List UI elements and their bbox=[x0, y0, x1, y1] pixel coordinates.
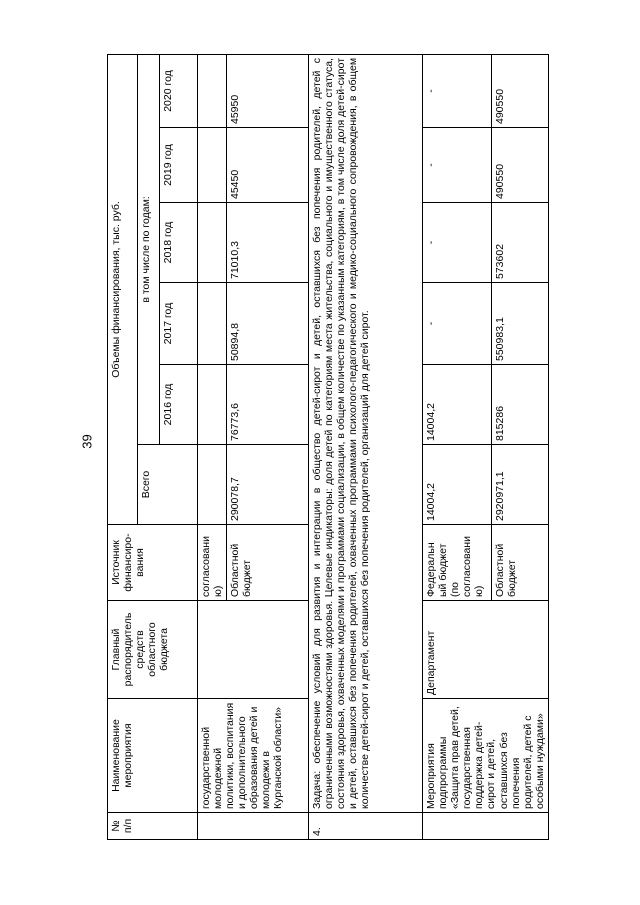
cell-total: 2920971,1 bbox=[491, 445, 548, 525]
task-text: Задача: обеспечение условий для развития и интеграции в общество детей-сирот и детей, оставшихся без попечения родителей, детей с ограниченными возможностями здоровья. Целевые индикаторы: доля детей по категориям места жительства, социального и имущественного статуса, состояния здоровья, охваченных моделями и программами социализации, в общем количестве по указанным категориям, в том числе доля детей-сирот и детей, оставшихся без попечения родителей, охваченных программами психолого-педагогического и медико-социального сопровождения, в общем количестве детей-сирот и детей, оставшихся без попечения родителей, организаций для детей сирот. bbox=[309, 54, 423, 812]
cell-year bbox=[198, 54, 227, 127]
cell-year: - bbox=[423, 203, 492, 283]
header-manager: Главный распорядитель средств областного бюджета bbox=[108, 601, 198, 699]
cell-year bbox=[198, 283, 227, 365]
header-year: 2017 год bbox=[160, 283, 198, 365]
page-number: 39 bbox=[79, 434, 95, 449]
cell-year: 45450 bbox=[227, 128, 309, 203]
cell-year: - bbox=[423, 54, 492, 127]
cell-year: 815286 bbox=[491, 365, 548, 445]
table-row bbox=[198, 54, 227, 839]
cell-year: - bbox=[423, 283, 492, 365]
header-num: № п/п bbox=[108, 813, 198, 840]
cell-year: 573602 bbox=[491, 203, 548, 283]
cell-year bbox=[198, 203, 227, 283]
cell-manager bbox=[198, 601, 309, 699]
cell-name: государственной молодежной политики, воспитания и дополнительного образования детей и молодежи в Курганской области» bbox=[198, 699, 309, 813]
header-row bbox=[108, 54, 138, 839]
cell-year bbox=[198, 365, 227, 445]
header-year: 2018 год bbox=[160, 203, 198, 283]
cell-year: 490550 bbox=[491, 54, 548, 127]
header-name: Наименование мероприятия bbox=[108, 699, 198, 813]
cell-year: 71010,3 bbox=[227, 203, 309, 283]
cell-year: 76773,6 bbox=[227, 365, 309, 445]
cell-name: Мероприятия подпрограммы «Защита прав детей, государственная поддержка детей-сирот и детей, оставшихся без попечения родителей, детей с особыми нуждами» bbox=[423, 699, 549, 813]
header-year: 2020 год bbox=[160, 54, 198, 127]
cell-num bbox=[198, 813, 309, 840]
rotated-page bbox=[107, 55, 546, 840]
cell-year: 50894,8 bbox=[227, 283, 309, 365]
cell-total: 290078,7 bbox=[227, 445, 309, 525]
cell-year: 45950 bbox=[227, 54, 309, 127]
cell-total bbox=[198, 445, 227, 525]
cell-total: 14004,2 bbox=[423, 445, 492, 525]
cell-year bbox=[198, 128, 227, 203]
cell-num bbox=[423, 813, 549, 840]
header-year: 2016 год bbox=[160, 365, 198, 445]
cell-year: 14004,2 bbox=[423, 365, 492, 445]
cell-source: Областной бюджет bbox=[227, 525, 309, 601]
header-total: Всего bbox=[138, 445, 198, 525]
header-by-years: в том числе по годам: bbox=[138, 54, 160, 444]
header-year: 2019 год bbox=[160, 128, 198, 203]
header-volume: Объемы финансирования, тыс. руб. bbox=[108, 54, 138, 524]
cell-source: согласовани ю) bbox=[198, 525, 227, 601]
task-num: 4. bbox=[309, 813, 423, 840]
cell-source: Федеральн ый бюджет (по согласовани ю) bbox=[423, 525, 492, 601]
table-row bbox=[423, 54, 492, 839]
cell-year: 490550 bbox=[491, 128, 548, 203]
cell-source: Областной бюджет bbox=[491, 525, 548, 601]
header-source: Источник финансиро-вания bbox=[108, 525, 198, 601]
cell-year: - bbox=[423, 128, 492, 203]
cell-manager: Департамент bbox=[423, 601, 549, 699]
financing-table bbox=[107, 54, 549, 840]
cell-year: 550983,1 bbox=[491, 283, 548, 365]
task-row bbox=[309, 54, 423, 839]
